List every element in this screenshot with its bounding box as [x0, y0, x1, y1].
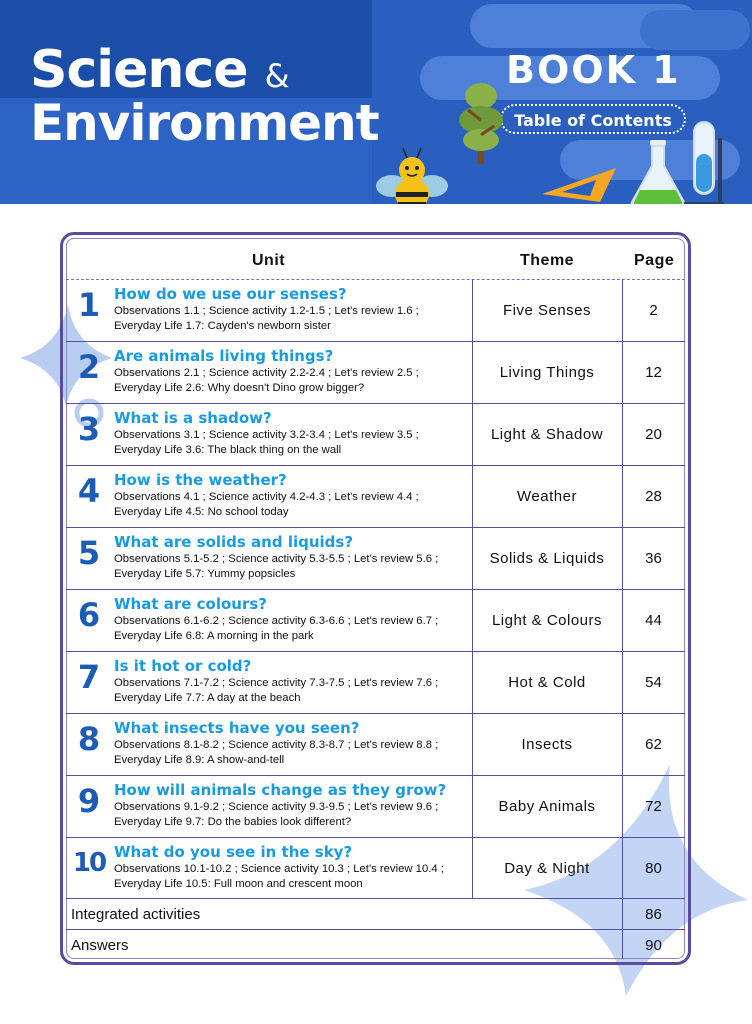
- unit-title: What are colours?: [114, 595, 268, 613]
- unit-title: What do you see in the sky?: [114, 843, 353, 861]
- unit-page: 12: [645, 364, 662, 381]
- unit-theme: Hot & Cold: [508, 674, 586, 691]
- cloud-decoration: [640, 10, 750, 50]
- unit-page: 62: [645, 736, 662, 753]
- unit-number: 2: [77, 348, 101, 386]
- unit-description: Observations 10.1-10.2 ; Science activity 10.3 ; Let's review 10.4 ; Everyday Life 10.5: Full moon and crescent moon: [114, 863, 444, 890]
- unit-number: 3: [77, 410, 101, 448]
- unit-theme: Five Senses: [502, 302, 592, 319]
- unit-page: 72: [645, 798, 662, 815]
- extra-page: 86: [645, 906, 662, 923]
- unit-number: 5: [77, 534, 101, 572]
- unit-description: Observations 3.1 ; Science activity 3.2-3.4 ; Let's review 3.5 ; Everyday Life 3.6: The black thing on the wall: [114, 429, 419, 456]
- toc-row: [66, 590, 685, 652]
- toc-row: [66, 528, 685, 590]
- title-ampersand: &: [264, 57, 289, 95]
- unit-title: How do we use our senses?: [114, 285, 347, 303]
- extra-label: Answers: [71, 937, 129, 954]
- unit-number: 10: [72, 848, 106, 878]
- unit-title: How is the weather?: [114, 471, 287, 489]
- unit-theme: Baby Animals: [498, 798, 596, 815]
- toc-row: [66, 714, 685, 776]
- unit-page: 54: [645, 674, 662, 691]
- unit-number: 4: [77, 472, 101, 510]
- unit-number: 8: [77, 720, 101, 758]
- unit-number: 1: [77, 286, 101, 324]
- unit-page: 20: [645, 426, 662, 443]
- unit-description: Observations 8.1-8.2 ; Science activity 8.3-8.7 ; Let's review 8.8 ; Everyday Life 8.9: A show-and-tell: [114, 739, 439, 766]
- unit-number: 7: [77, 658, 101, 696]
- unit-page: 36: [645, 550, 662, 567]
- ruler-triangle-icon: [540, 164, 620, 204]
- unit-title: What insects have you seen?: [114, 719, 360, 737]
- unit-title: Is it hot or cold?: [114, 657, 252, 675]
- unit-title: How will animals change as they grow?: [114, 781, 447, 799]
- unit-title: What are solids and liquids?: [114, 533, 354, 551]
- unit-description: Observations 5.1-5.2 ; Science activity 5.3-5.5 ; Let's review 5.6 ; Everyday Life 5.7: Yummy popsicles: [114, 553, 439, 580]
- toc-row: [66, 404, 685, 466]
- extra-page: 90: [645, 937, 662, 954]
- unit-description: Observations 6.1-6.2 ; Science activity 6.3-6.6 ; Let's review 6.7 ; Everyday Life 6.8: A morning in the park: [114, 615, 439, 642]
- unit-number: 9: [77, 782, 101, 820]
- title-line-1: [30, 40, 289, 100]
- unit-theme: Weather: [517, 488, 577, 505]
- unit-description: Observations 1.1 ; Science activity 1.2-1.5 ; Let's review 1.6 ; Everyday Life 1.7: Cayden's newborn sister: [114, 305, 419, 332]
- title-line-2: Environment: [30, 94, 379, 152]
- toc-row: [66, 280, 685, 342]
- unit-description: Observations 4.1 ; Science activity 4.2-4.3 ; Let's review 4.4 ; Everyday Life 4.5: No school today: [114, 491, 419, 518]
- unit-description: Observations 7.1-7.2 ; Science activity 7.3-7.5 ; Let's review 7.6 ; Everyday Life 7.7: A day at the beach: [114, 677, 439, 704]
- unit-theme: Light & Shadow: [490, 426, 604, 443]
- column-header-theme: Theme: [520, 252, 575, 269]
- unit-description: Observations 9.1-9.2 ; Science activity 9.3-9.5 ; Let's review 9.6 ; Everyday Life 9.7: Do the babies look different?: [114, 801, 439, 828]
- unit-page: 80: [645, 860, 662, 877]
- flask-icon: [626, 138, 690, 204]
- column-header-page: Page: [634, 252, 675, 269]
- unit-theme: Day & Night: [504, 860, 590, 877]
- unit-page: 44: [645, 612, 662, 629]
- toc-row: [66, 838, 685, 900]
- test-tube-icon: [684, 118, 728, 204]
- unit-theme: Solids & Liquids: [489, 550, 605, 567]
- unit-theme: Light & Colours: [491, 612, 603, 629]
- unit-title: Are animals living things?: [114, 347, 334, 365]
- toc-extra-row: [66, 899, 685, 930]
- bee-icon: [374, 146, 450, 204]
- unit-page: 2: [649, 302, 658, 319]
- book-label: BOOK 1: [506, 48, 681, 92]
- tree-icon: [456, 80, 506, 166]
- table-of-contents-label: Table of Contents: [500, 104, 686, 134]
- toc-row: [66, 466, 685, 528]
- toc-extra-row: [66, 930, 685, 961]
- toc-row: [66, 776, 685, 838]
- title-word-science: Science: [30, 40, 248, 100]
- unit-description: Observations 2.1 ; Science activity 2.2-2.4 ; Let's review 2.5 ; Everyday Life 2.6: Why doesn't Dino grow bigger?: [114, 367, 419, 394]
- unit-page: 28: [645, 488, 662, 505]
- column-header-unit: Unit: [252, 252, 286, 269]
- extra-label: Integrated activities: [71, 906, 201, 923]
- unit-theme: Insects: [521, 736, 573, 753]
- unit-title: What is a shadow?: [114, 409, 272, 427]
- toc-row: [66, 652, 685, 714]
- unit-number: 6: [77, 596, 101, 634]
- page-header: [0, 0, 752, 204]
- toc-row: [66, 342, 685, 404]
- unit-theme: Living Things: [499, 364, 595, 381]
